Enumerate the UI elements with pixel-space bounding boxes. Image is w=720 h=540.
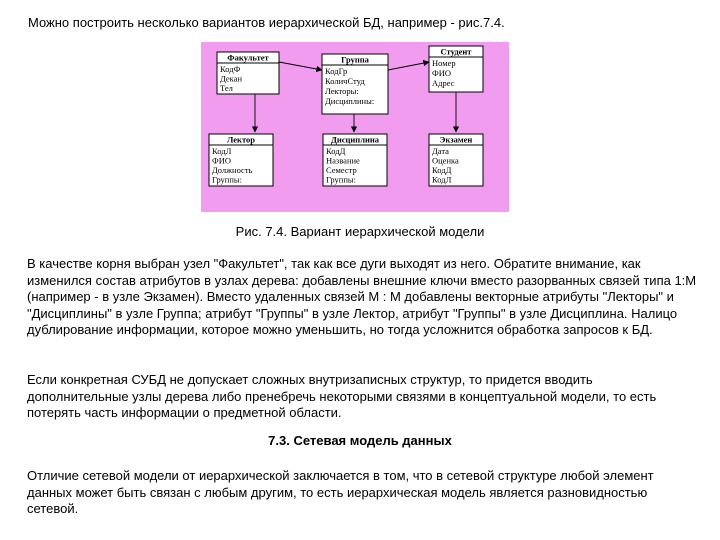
node-group-field: КоличСтуд [325,76,365,86]
node-lecturer-field: Группы: [212,174,242,185]
intro-text: Можно построить несколько вариантов иерархической БД, например - рис.7.4. [28,15,505,30]
node-exam-field: Оценка [432,155,459,166]
figure-caption: Рис. 7.4. Вариант иерархической модели [235,224,485,239]
node-student-title: Студент [440,46,472,57]
node-faculty-title: Факультет [227,52,269,63]
node-lecturer-field: Должность [212,165,253,175]
node-lecturer [209,134,273,186]
node-exam-field: КодЛ [432,174,452,185]
node-discipline-field: Название [326,155,360,166]
hierarchy-diagram [201,42,509,212]
node-lecturer-field: ФИО [212,155,231,166]
node-faculty-field: Декан [220,73,242,84]
node-discipline-field: Группы: [326,174,356,185]
section-heading: 7.3. Сетевая модель данных [268,433,452,448]
paragraph-dbms-limits: Если конкретная СУБД не допускает сложных внутризаписных структур, то придется вводить дополнительные узлы дерева либо пренебречь некоторыми связями в концептуальной модели, то есть потерять часть информации о предметной области. [27,372,657,420]
node-student [429,46,483,92]
edge-group-student [388,62,429,70]
node-exam [429,134,483,186]
node-faculty-field: КодФ [220,64,241,74]
node-discipline [323,134,387,186]
node-discipline-title: Дисциплина [330,134,380,145]
node-exam-title: Экзамен [439,134,473,145]
node-lecturer-title: Лектор [227,134,255,145]
node-group-field: Лекторы: [325,86,359,96]
node-group-title: Группа [341,54,369,65]
paragraph-network-model: Отличие сетевой модели от иерархической заключается в том, что в сетевой структуре любой элемент данных может быть связан с любым другим, то есть иерархическая модель является разновидностью сетевой. [27,468,654,516]
edge-faculty-group [279,62,322,70]
node-student-field: ФИО [432,68,451,78]
node-exam-field: Дата [432,146,449,156]
node-student-field: Номер [432,58,456,68]
node-faculty [217,52,279,94]
node-group-field: КодГр [325,66,348,76]
paragraph-root-choice: В качестве корня выбран узел "Факультет", так как все дуги выходят из него. Обратите внимание, как изменился состав атрибутов в узлах дерева: добавлены внешние ключи вместо разорванных связей типа 1:М (например - в узле Экзамен). Вместо удаленных связей М : М добавлены векторные атрибуты "Лекторы" и "Дисциплины" в узле Группа; атрибут "Группы" в узле Лектор, атрибут "Группы" в узле Дисциплина. Налицо дублирование информации, которое можно уменьшить, но тогда усложнится обработка запросов к БД. [27,256,697,337]
node-faculty-field: Тел [220,83,233,93]
node-exam-field: КодД [432,165,452,175]
node-group [322,54,388,114]
node-student-field: Адрес [432,78,455,88]
node-discipline-field: КодД [326,146,346,156]
node-discipline-field: Семестр [326,165,357,175]
node-lecturer-field: КодЛ [212,146,232,156]
node-group-field: Дисциплины: [325,96,375,106]
